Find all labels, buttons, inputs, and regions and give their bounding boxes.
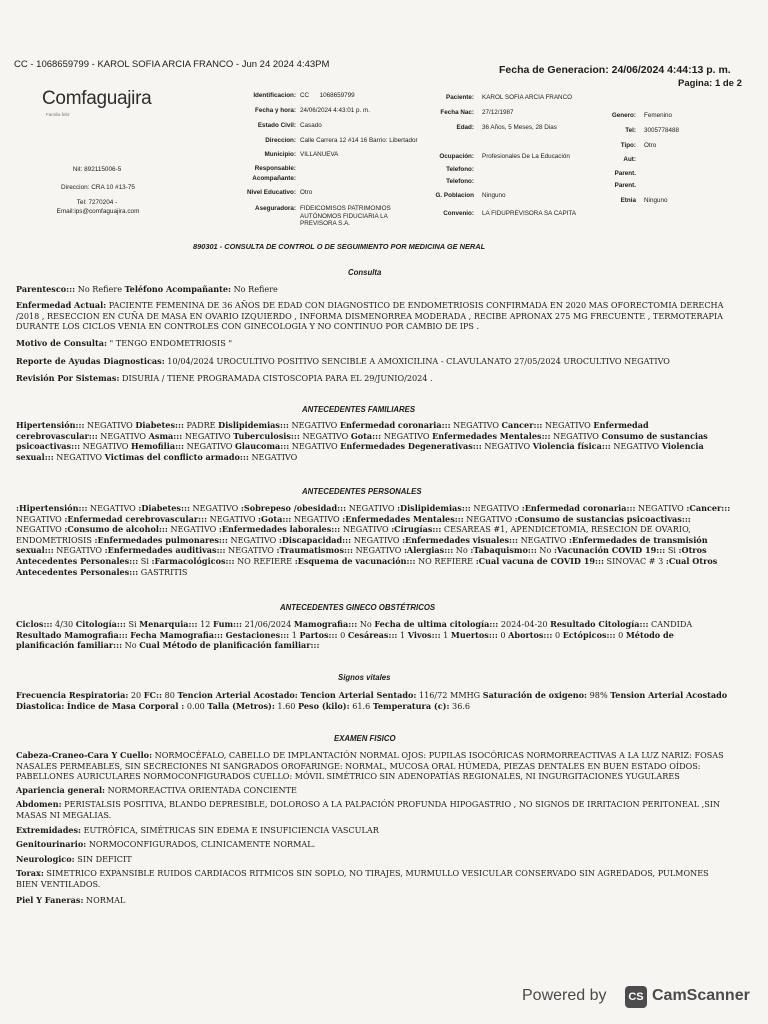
vitales-heading: Signos vitales bbox=[338, 673, 391, 682]
vitales-list bbox=[16, 690, 732, 711]
personal-antecedente: :Sobrepeso /obesidad::: NEGATIVO bbox=[240, 503, 395, 513]
examen-list bbox=[16, 750, 732, 905]
examen-item: Genitourinario: NORMOCONFIGURADOS, CLINICAMENTE NORMAL. bbox=[16, 839, 316, 850]
personal-antecedente: :Vacunación COVID 19::: Si bbox=[553, 545, 676, 556]
value-ocupacion: Profesionales De La Educación bbox=[482, 153, 570, 160]
value-paciente: KAROL SOFIA ARCIA FRANCO bbox=[482, 94, 573, 101]
personal-antecedente: :Enfermedades Mentales::: NEGATIVO bbox=[342, 513, 513, 524]
personal-antecedente: :Enfermedades de transmisión sexual::: NEGATIVO bbox=[16, 534, 708, 556]
familiar-antecedente: Dislipidemias::: NEGATIVO bbox=[218, 420, 338, 430]
personal-antecedente: :Enfermedades visuales::: NEGATIVO bbox=[402, 534, 567, 545]
personal-antecedente: :Esquema de vacunación::: NO REFIERE bbox=[294, 555, 474, 566]
gineco-antecedente: Muertos::: 0 bbox=[450, 629, 506, 640]
tel-acompanante-value: No Refiere bbox=[233, 284, 278, 294]
value-g-poblacion: Ninguno bbox=[482, 192, 506, 199]
familiares-heading: ANTECEDENTES FAMILIARES bbox=[302, 405, 416, 414]
consulta-reporte bbox=[16, 356, 746, 367]
personal-antecedente: :Farmacológicos::: NO REFIERE bbox=[151, 555, 293, 566]
examen-item: Piel Y Faneras: NORMAL bbox=[16, 894, 126, 905]
page-number: Pagina: 1 de 2 bbox=[678, 78, 742, 89]
signo-vital: Talla (Metros): 1.60 bbox=[207, 700, 296, 711]
familiar-antecedente: Asma::: NEGATIVO bbox=[148, 430, 231, 441]
familiar-antecedente: Diabetes::: PADRE bbox=[135, 420, 216, 430]
label-parent-1: Parent. bbox=[614, 170, 636, 177]
institution-tel: Tel: 7270204 - bbox=[76, 199, 118, 206]
gineco-antecedente: Cesáreas::: 1 bbox=[347, 629, 406, 640]
personal-antecedente: :Otros Antecedentes Personales::: Si bbox=[16, 545, 707, 566]
personal-antecedente: :Cirugías::: CESAREAS #1, APENDICETOMIA, RESECION DE OVARIO, ENDOMETRIOSIS bbox=[16, 524, 691, 545]
value-aseguradora: FIDEICOMISOS PATRIMONIOS AUTÓNOMOS FIDUCIARIA LA PREVISORA S.A. bbox=[300, 205, 391, 228]
familiar-antecedente: Victimas del conflicto armado::: NEGATIVO bbox=[104, 451, 298, 462]
personal-antecedente: :Enfermedades pulmonares::: NEGATIVO bbox=[94, 534, 277, 545]
gineco-antecedente: Vivos::: 1 bbox=[407, 629, 449, 640]
signo-vital: Tencion Arterial Sentado: 116/72 MMHG bbox=[300, 690, 481, 700]
examen-item: Abdomen: PERISTALSIS POSITIVA, BLANDO DEPRESIBLE, DOLOROSO A LA PALPACIÓN PROFUNDA HIPOGASTRIO , NO SIGNOS DE IRRITACION PERITONEAL ,SIN MASAS NI MEGALIAS. bbox=[16, 799, 721, 820]
gineco-antecedente: Partos::: 0 bbox=[299, 629, 346, 640]
gineco-antecedente: Resultado Citología::: CANDIDA bbox=[550, 619, 693, 629]
label-estado-civil: Estado Civil: bbox=[257, 122, 296, 129]
personal-antecedente: :Enfermedades auditivas::: NEGATIVO bbox=[104, 545, 274, 556]
personal-antecedente: :Cual vacuna de COVID 19::: SINOVAC # 3 bbox=[475, 555, 664, 566]
reporte-value: 10/04/2024 UROCULTIVO POSITIVO SENCIBLE A AMOXICILINA - CLAVULANATO 27/05/2024 UROCULTIVO NEGATIVO bbox=[167, 356, 670, 366]
enfermedad-value: PACIENTE FEMENINA DE 36 AÑOS DE EDAD CON DIAGNOSTICO DE ENDOMETRIOSIS CONFIRMADA EN 2020 MAS OFORECTOMIA DERECHA /2018 , RESECCION EN CUÑA DE MASA EN OVARIO IZQUIERDO , INFORMA DISMENORREA MODERADA , RECIBE APRONAX 275 MG FRECUENTE , TERMOTERAPIA DURANTE LOS CICLOS VENIA EN CONTROLES CON GINECOLOGIA Y NO CONTINUO POR CAMBIO DE IPS . bbox=[16, 300, 724, 332]
value-tipo: Otro bbox=[644, 142, 657, 149]
label-fecha-hora: Fecha y hora: bbox=[255, 107, 296, 114]
label-identificacion: Identificacion: bbox=[253, 92, 296, 99]
logo-subtitle: Familia feliz bbox=[46, 112, 70, 117]
value-convenio: LA FIDUPREVISORA SA CAPITA bbox=[482, 210, 577, 217]
consulta-revision bbox=[16, 373, 732, 384]
label-aut: Aut: bbox=[623, 156, 636, 163]
familiar-antecedente: Hipertensión::: NEGATIVO bbox=[16, 420, 133, 430]
label-municipio: Municipio: bbox=[264, 151, 296, 158]
familiar-antecedente: Violencia sexual::: NEGATIVO bbox=[16, 441, 704, 462]
label-aseguradora: Aseguradora: bbox=[255, 205, 296, 212]
gineco-heading: ANTECEDENTES GINECO OBSTÉTRICOS bbox=[280, 603, 436, 612]
signo-vital: Tencion Arterial Acostado: bbox=[177, 690, 298, 700]
label-edad: Edad: bbox=[456, 124, 474, 131]
familiar-antecedente: Consumo de sustancias psicoactivas::: NEGATIVO bbox=[16, 430, 708, 452]
familiar-antecedente: Enfermedades Degenerativas::: NEGATIVO bbox=[340, 441, 531, 452]
label-genero: Genero: bbox=[611, 112, 636, 119]
familiar-antecedente: Enfermedad coronaria::: NEGATIVO bbox=[339, 420, 499, 430]
gineco-antecedente: Fecha Mamografia::: bbox=[130, 629, 224, 640]
personal-antecedente: :Cancer::: NEGATIVO bbox=[16, 503, 731, 524]
personal-antecedente: :Consumo de sustancias psicoactivas::: NEGATIVO bbox=[16, 513, 691, 535]
label-etnia: Etnia bbox=[620, 197, 636, 204]
comfaguajira-logo: Comfaguajira bbox=[42, 88, 152, 109]
value-municipio: VILLANUEVA bbox=[300, 151, 339, 158]
gineco-antecedente: Método de planificación familiar::: No bbox=[16, 629, 674, 651]
camscanner-logo-icon: CS bbox=[625, 986, 647, 1008]
institution-email: Email:ips@comfaguajira.com bbox=[56, 208, 140, 215]
gineco-antecedente: Menarquia::: 12 bbox=[139, 619, 211, 629]
parentesco-value: No Refiere bbox=[77, 284, 122, 294]
examen-item: Torax: SIMETRICO EXPANSIBLE RUIDOS CARDIACOS RITMICOS SIN SOPLO, NO TIRAJES, MURMULLO VESICULAR CONSERVADO SIN AGREDADOS, PULMONES BIEN VENTILADOS. bbox=[16, 868, 709, 889]
gineco-antecedente: Resultado Mamografia::: bbox=[16, 629, 128, 640]
label-g-poblacion: G. Poblacion bbox=[435, 192, 474, 199]
tel-acompanante-label: Teléfono Acompañante: bbox=[124, 284, 231, 294]
institution-nit: Nit: 892115006-5 bbox=[72, 166, 122, 173]
familiar-antecedente: Hemofilia::: NEGATIVO bbox=[131, 441, 233, 452]
value-fecha-nac: 27/12/1987 bbox=[482, 109, 514, 116]
gineco-list bbox=[16, 619, 732, 651]
gineco-antecedente: Ciclos::: 4/30 bbox=[16, 619, 74, 629]
signo-vital: Frecuencia Respiratoria: 20 bbox=[16, 690, 142, 700]
value-identificacion: CC 1068659799 bbox=[300, 92, 355, 99]
document-top-line: CC - 1068659799 - KAROL SOFIA ARCIA FRANCO - Jun 24 2024 4:43PM bbox=[14, 59, 330, 70]
generation-date: Fecha de Generacion: 24/06/2024 4:44:13 p. m. bbox=[499, 64, 731, 76]
label-direccion: Direccion: bbox=[265, 137, 296, 144]
label-fecha-nac: Fecha Nac: bbox=[440, 109, 474, 116]
personales-list bbox=[16, 503, 734, 577]
value-direccion: Calle Carrera 12 #14 16 Barrio: Libertador bbox=[300, 137, 418, 144]
personal-antecedente: :Dislipidemias::: NEGATIVO bbox=[397, 503, 520, 513]
consulta-motivo bbox=[16, 338, 732, 349]
label-responsable: Responsable: bbox=[254, 165, 296, 172]
camscanner-brand: CamScanner bbox=[652, 987, 750, 1004]
familiares-list bbox=[16, 420, 732, 462]
reporte-label: Reporte de Ayudas Diagnosticas: bbox=[16, 356, 165, 366]
value-genero: Femenino bbox=[644, 112, 673, 119]
personal-antecedente: :Hipertensión::: NEGATIVO bbox=[16, 503, 136, 513]
familiar-antecedente: Glaucoma::: NEGATIVO bbox=[235, 441, 338, 452]
value-estado-civil: Casado bbox=[300, 122, 322, 129]
document-title: 890301 - CONSULTA DE CONTROL O DE SEGUIMIENTO POR MEDICINA GE NERAL bbox=[193, 242, 486, 251]
label-ocupacion: Ocupación: bbox=[439, 153, 474, 160]
label-tel: Tel: bbox=[625, 127, 636, 134]
familiar-antecedente: Cancer::: NEGATIVO bbox=[501, 420, 591, 430]
personal-antecedente: :Enfermedad cerebrovascular::: NEGATIVO bbox=[64, 513, 256, 524]
familiar-antecedente: Tuberculosis::: NEGATIVO bbox=[233, 430, 349, 441]
signo-vital: Saturación de oxigeno: 98% bbox=[482, 690, 608, 700]
gineco-antecedente: Gestaciones::: 1 bbox=[225, 629, 297, 640]
powered-by-text: Powered by bbox=[522, 987, 607, 1004]
gineco-antecedente: Fum::: 21/06/2024 bbox=[212, 619, 292, 629]
personales-heading: ANTECEDENTES PERSONALES bbox=[302, 487, 422, 496]
familiar-antecedente: Violencia física::: NEGATIVO bbox=[532, 441, 660, 452]
label-telefono-2: Telefono: bbox=[446, 178, 474, 185]
examen-item: Neurologico: SIN DEFICIT bbox=[16, 853, 132, 864]
signo-vital: FC:: 80 bbox=[143, 690, 175, 700]
personal-antecedente: :Consumo de alcohol::: NEGATIVO bbox=[64, 524, 217, 535]
signo-vital: Temperatura (c): 36.6 bbox=[372, 700, 471, 711]
value-fecha-hora: 24/06/2024 4:43:01 p. m. bbox=[300, 107, 371, 114]
value-etnia: Ninguno bbox=[644, 197, 668, 204]
enfermedad-label: Enfermedad Actual: bbox=[16, 300, 107, 310]
institution-address: Direccion: CRA 10 #13-75 bbox=[61, 184, 135, 191]
revision-label: Revisión Por Sistemas: bbox=[16, 373, 120, 383]
motivo-value: " TENGO ENDOMETRIOSIS " bbox=[109, 338, 233, 348]
gineco-antecedente: Abortos::: 0 bbox=[508, 629, 561, 640]
label-nivel-educativo: Nivel Educativo: bbox=[247, 189, 296, 196]
gineco-antecedente: Mamografia::: No bbox=[293, 619, 372, 629]
personal-antecedente: :Traumatismos::: NEGATIVO bbox=[276, 545, 402, 556]
gineco-antecedente: Fecha de ultima citología::: 2024-04-20 bbox=[374, 619, 548, 629]
personal-antecedente: :Alergias::: No bbox=[403, 545, 468, 556]
personal-antecedente: :Enfermedades laborales::: NEGATIVO bbox=[218, 524, 389, 535]
value-nivel-educativo: Otro bbox=[300, 189, 313, 196]
personal-antecedente: :Diabetes::: NEGATIVO bbox=[138, 503, 239, 513]
familiar-antecedente: Enfermedades Mentales::: NEGATIVO bbox=[432, 430, 599, 441]
label-telefono-1: Telefono: bbox=[446, 166, 474, 173]
label-tipo: Tipo: bbox=[620, 142, 636, 149]
personal-antecedente: :Cual Otros Antecedentes Personales::: GASTRITIS bbox=[16, 555, 718, 577]
personal-antecedente: :Enfermedad coronaria::: NEGATIVO bbox=[521, 503, 684, 513]
examen-item: Apariencia general: NORMOREACTIVA ORIENTADA CONCIENTE bbox=[16, 784, 297, 795]
value-edad: 36 Años, 5 Meses, 28 Dias bbox=[482, 124, 557, 131]
value-tel: 3005778488 bbox=[644, 127, 680, 134]
consulta-parentesco bbox=[16, 284, 736, 295]
familiar-antecedente: Gota::: NEGATIVO bbox=[350, 430, 430, 441]
signo-vital: Índice de Masa Corporal : 0.00 bbox=[66, 700, 205, 711]
examen-item: Extremidades: EUTRÓFICA, SIMÉTRICAS SIN EDEMA E INSUFICIENCIA VASCULAR bbox=[16, 824, 379, 835]
revision-value: DISURIA / TIENE PROGRAMADA CISTOSCOPIA PARA EL 29/JUNIO/2024 . bbox=[122, 373, 433, 383]
personal-antecedente: :Gota::: NEGATIVO bbox=[258, 513, 340, 524]
examen-heading: EXAMEN FISICO bbox=[334, 734, 396, 743]
gineco-antecedente: Citología::: Si bbox=[75, 619, 137, 629]
parentesco-label: Parentesco::: bbox=[16, 284, 76, 294]
label-parent-2: Parent. bbox=[614, 182, 636, 189]
personal-antecedente: :Tabaquismo::: No bbox=[470, 545, 552, 556]
familiar-antecedente: Enfermedad cerebrovascular::: NEGATIVO bbox=[16, 420, 649, 441]
consulta-enfermedad-actual bbox=[16, 300, 732, 332]
signo-vital: Tension Arterial Acostado Diastolica: bbox=[16, 690, 728, 711]
label-acompanante: Acompañante: bbox=[252, 175, 296, 182]
examen-item: Cabeza-Craneo-Cara Y Cuello: NORMOCÉFALO, CABELLO DE IMPLANTACIÓN NORMAL OJOS: PUPILAS ISOCÓRICAS NORMORREACTIVAS A LA LUZ NARIZ: FOSAS NASALES PERMEABLES, SIN SECRECIONES NI SANGRADOS OROFARINGE: NORMAL, MUCOSA ORAL HÚMEDA, PIEZAS DENTALES EN BUEN ESTADO OÍDOS: PABELLONES AURICULARES NORMOCONFIGURADOS CUELLO: MÓVIL SIMÉTRICO SIN ADENOPATÍAS REGIONALES, NI INGURGITACIONES YUGULARES bbox=[16, 750, 724, 782]
consulta-heading: Consulta bbox=[348, 268, 382, 277]
signo-vital: Peso (kilo): 61.6 bbox=[298, 700, 371, 711]
label-paciente: Paciente: bbox=[446, 94, 474, 101]
gineco-antecedente: Cual Método de planificación familiar::: bbox=[139, 640, 320, 651]
gineco-antecedente: Ectópicos::: 0 bbox=[562, 629, 624, 640]
personal-antecedente: :Discapacidad::: NEGATIVO bbox=[278, 534, 400, 545]
label-convenio: Convenio: bbox=[443, 210, 474, 217]
motivo-label: Motivo de Consulta: bbox=[16, 338, 107, 348]
